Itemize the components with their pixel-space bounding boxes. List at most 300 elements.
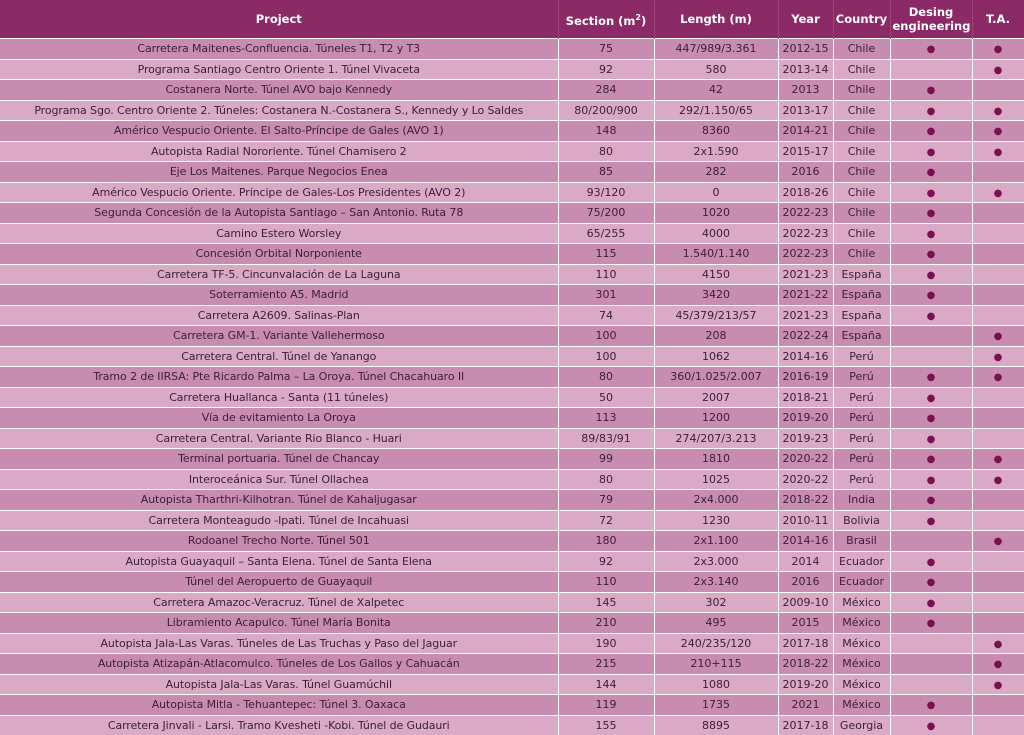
design-engineering-cell	[890, 633, 972, 654]
section-cell: 75	[558, 39, 654, 60]
table-row	[0, 80, 1024, 101]
project-cell: Interoceánica Sur. Túnel Ollachea	[0, 469, 558, 490]
ta-cell	[972, 633, 1024, 654]
ta-cell	[972, 100, 1024, 121]
ta-cell	[972, 654, 1024, 675]
ta-cell	[972, 490, 1024, 511]
section-cell: 80	[558, 469, 654, 490]
length-cell: 292/1.150/65	[654, 100, 778, 121]
project-cell: Eje Los Maitenes. Parque Negocios Enea	[0, 162, 558, 183]
ta-cell	[972, 244, 1024, 265]
length-cell: 210+115	[654, 654, 778, 675]
table-row	[0, 387, 1024, 408]
table-header-row	[0, 0, 1024, 39]
ta-cell	[972, 305, 1024, 326]
length-cell: 8360	[654, 121, 778, 142]
header-year: Year	[778, 0, 833, 39]
bullet-mark-icon: ●	[927, 372, 936, 383]
section-cell: 92	[558, 551, 654, 572]
table-row	[0, 428, 1024, 449]
project-cell: Carretera Central. Variante Rio Blanco - Huari	[0, 428, 558, 449]
country-cell: Chile	[833, 100, 890, 121]
length-cell: 2x3.140	[654, 572, 778, 593]
bullet-mark-icon: ●	[927, 475, 936, 486]
ta-cell	[972, 613, 1024, 634]
country-cell: Chile	[833, 203, 890, 224]
bullet-mark-icon: ●	[927, 557, 936, 568]
bullet-mark-icon: ●	[994, 188, 1003, 199]
design-engineering-cell	[890, 203, 972, 224]
bullet-mark-icon: ●	[927, 126, 936, 137]
country-cell: India	[833, 490, 890, 511]
section-cell: 80	[558, 141, 654, 162]
bullet-mark-icon: ●	[994, 106, 1003, 117]
section-cell: 119	[558, 695, 654, 716]
bullet-mark-icon: ●	[994, 352, 1003, 363]
design-engineering-cell	[890, 244, 972, 265]
bullet-mark-icon: ●	[994, 659, 1003, 670]
bullet-mark-icon: ●	[927, 147, 936, 158]
section-cell: 145	[558, 592, 654, 613]
ta-cell	[972, 203, 1024, 224]
country-cell: Georgia	[833, 715, 890, 735]
year-cell: 2018-22	[778, 490, 833, 511]
length-cell: 1020	[654, 203, 778, 224]
table-row	[0, 305, 1024, 326]
table-body	[0, 39, 1024, 735]
year-cell: 2017-18	[778, 633, 833, 654]
length-cell: 1200	[654, 408, 778, 429]
ta-cell	[972, 387, 1024, 408]
section-cell: 65/255	[558, 223, 654, 244]
length-cell: 2007	[654, 387, 778, 408]
project-cell: Rodoanel Trecho Norte. Túnel 501	[0, 531, 558, 552]
section-cell: 80	[558, 367, 654, 388]
project-cell: Carretera Amazoc-Veracruz. Túnel de Xalpetec	[0, 592, 558, 613]
project-cell: Carretera Central. Túnel de Yanango	[0, 346, 558, 367]
section-cell: 75/200	[558, 203, 654, 224]
design-engineering-cell	[890, 346, 972, 367]
table-row	[0, 715, 1024, 735]
project-cell: Soterramiento A5. Madrid	[0, 285, 558, 306]
section-cell: 72	[558, 510, 654, 531]
section-cell: 80/200/900	[558, 100, 654, 121]
year-cell: 2017-18	[778, 715, 833, 735]
bullet-mark-icon: ●	[927, 454, 936, 465]
length-cell: 1735	[654, 695, 778, 716]
design-engineering-cell	[890, 469, 972, 490]
section-cell: 210	[558, 613, 654, 634]
section-cell: 190	[558, 633, 654, 654]
year-cell: 2021-23	[778, 305, 833, 326]
country-cell: Chile	[833, 141, 890, 162]
country-cell: Ecuador	[833, 551, 890, 572]
header-design-engineering	[890, 0, 972, 39]
ta-cell	[972, 326, 1024, 347]
table-row	[0, 510, 1024, 531]
ta-cell	[972, 264, 1024, 285]
design-engineering-cell	[890, 285, 972, 306]
project-cell: Segunda Concesión de la Autopista Santiago – San Antonio. Ruta 78	[0, 203, 558, 224]
country-cell: España	[833, 264, 890, 285]
design-engineering-cell	[890, 531, 972, 552]
country-cell: Chile	[833, 182, 890, 203]
project-cell: Camino Estero Worsley	[0, 223, 558, 244]
bullet-mark-icon: ●	[927, 188, 936, 199]
table-row	[0, 613, 1024, 634]
section-cell: 50	[558, 387, 654, 408]
section-cell: 99	[558, 449, 654, 470]
country-cell: España	[833, 305, 890, 326]
country-cell: México	[833, 654, 890, 675]
design-engineering-cell	[890, 387, 972, 408]
ta-cell	[972, 449, 1024, 470]
year-cell: 2018-26	[778, 182, 833, 203]
year-cell: 2022-23	[778, 223, 833, 244]
design-engineering-cell	[890, 715, 972, 735]
year-cell: 2020-22	[778, 449, 833, 470]
length-cell: 1080	[654, 674, 778, 695]
bullet-mark-icon: ●	[927, 106, 936, 117]
header-section	[558, 0, 654, 39]
year-cell: 2009-10	[778, 592, 833, 613]
length-cell: 2x4.000	[654, 490, 778, 511]
length-cell: 1230	[654, 510, 778, 531]
project-cell: Vía de evitamiento La Oroya	[0, 408, 558, 429]
ta-cell	[972, 223, 1024, 244]
bullet-mark-icon: ●	[994, 680, 1003, 691]
bullet-mark-icon: ●	[927, 516, 936, 527]
ta-cell	[972, 715, 1024, 735]
project-cell: Autopista Atizapán-Atlacomulco. Túneles de Los Gallos y Cahuacán	[0, 654, 558, 675]
length-cell: 240/235/120	[654, 633, 778, 654]
section-cell: 110	[558, 572, 654, 593]
year-cell: 2015-17	[778, 141, 833, 162]
length-cell: 1810	[654, 449, 778, 470]
length-cell: 1062	[654, 346, 778, 367]
year-cell: 2014-21	[778, 121, 833, 142]
year-cell: 2019-20	[778, 408, 833, 429]
country-cell: México	[833, 633, 890, 654]
length-cell: 495	[654, 613, 778, 634]
length-cell: 282	[654, 162, 778, 183]
year-cell: 2010-11	[778, 510, 833, 531]
bullet-mark-icon: ●	[927, 495, 936, 506]
length-cell: 8895	[654, 715, 778, 735]
country-cell: México	[833, 613, 890, 634]
ta-cell	[972, 551, 1024, 572]
design-engineering-cell	[890, 428, 972, 449]
year-cell: 2014-16	[778, 531, 833, 552]
design-engineering-cell	[890, 305, 972, 326]
section-cell: 74	[558, 305, 654, 326]
bullet-mark-icon: ●	[994, 126, 1003, 137]
header-section-sup: 2	[635, 13, 641, 22]
bullet-mark-icon: ●	[927, 167, 936, 178]
bullet-mark-icon: ●	[927, 598, 936, 609]
year-cell: 2014-16	[778, 346, 833, 367]
bullet-mark-icon: ●	[927, 85, 936, 96]
ta-cell	[972, 592, 1024, 613]
length-cell: 42	[654, 80, 778, 101]
bullet-mark-icon: ●	[927, 721, 936, 732]
length-cell: 208	[654, 326, 778, 347]
section-cell: 93/120	[558, 182, 654, 203]
design-engineering-cell	[890, 100, 972, 121]
bullet-mark-icon: ●	[927, 229, 936, 240]
year-cell: 2014	[778, 551, 833, 572]
design-engineering-cell	[890, 490, 972, 511]
design-engineering-cell	[890, 510, 972, 531]
year-cell: 2013-17	[778, 100, 833, 121]
section-cell: 92	[558, 59, 654, 80]
table-row	[0, 39, 1024, 60]
section-cell: 100	[558, 346, 654, 367]
design-engineering-cell	[890, 572, 972, 593]
ta-cell	[972, 141, 1024, 162]
year-cell: 2021-22	[778, 285, 833, 306]
bullet-mark-icon: ●	[927, 434, 936, 445]
section-cell: 215	[558, 654, 654, 675]
length-cell: 580	[654, 59, 778, 80]
bullet-mark-icon: ●	[994, 372, 1003, 383]
bullet-mark-icon: ●	[927, 618, 936, 629]
table-row	[0, 59, 1024, 80]
design-engineering-cell	[890, 449, 972, 470]
design-engineering-cell	[890, 141, 972, 162]
section-cell: 144	[558, 674, 654, 695]
year-cell: 2016-19	[778, 367, 833, 388]
country-cell: Perú	[833, 449, 890, 470]
header-length: Length (m)	[654, 0, 778, 39]
header-section-label: Section (m	[566, 13, 636, 27]
bullet-mark-icon: ●	[927, 249, 936, 260]
year-cell: 2015	[778, 613, 833, 634]
country-cell: Perú	[833, 387, 890, 408]
project-cell: Américo Vespucio Oriente. El Salto-Príncipe de Gales (AVO 1)	[0, 121, 558, 142]
table-row	[0, 695, 1024, 716]
country-cell: Chile	[833, 244, 890, 265]
table-row	[0, 551, 1024, 572]
design-engineering-cell	[890, 264, 972, 285]
length-cell: 0	[654, 182, 778, 203]
table-row	[0, 264, 1024, 285]
country-cell: Perú	[833, 428, 890, 449]
table-row	[0, 285, 1024, 306]
bullet-mark-icon: ●	[994, 331, 1003, 342]
table-row	[0, 203, 1024, 224]
length-cell: 2x1.590	[654, 141, 778, 162]
section-cell: 155	[558, 715, 654, 735]
country-cell: Bolivia	[833, 510, 890, 531]
section-cell: 301	[558, 285, 654, 306]
table-row	[0, 449, 1024, 470]
table-row	[0, 490, 1024, 511]
year-cell: 2019-20	[778, 674, 833, 695]
project-cell: Carretera Maitenes-Confluencia. Túneles T1, T2 y T3	[0, 39, 558, 60]
length-cell: 2x3.000	[654, 551, 778, 572]
table-row	[0, 346, 1024, 367]
year-cell: 2021	[778, 695, 833, 716]
length-cell: 274/207/3.213	[654, 428, 778, 449]
ta-cell	[972, 428, 1024, 449]
table-row	[0, 633, 1024, 654]
header-ta: T.A.	[972, 0, 1024, 39]
ta-cell	[972, 367, 1024, 388]
year-cell: 2019-23	[778, 428, 833, 449]
year-cell: 2012-15	[778, 39, 833, 60]
bullet-mark-icon: ●	[994, 475, 1003, 486]
year-cell: 2016	[778, 572, 833, 593]
section-cell: 89/83/91	[558, 428, 654, 449]
bullet-mark-icon: ●	[994, 536, 1003, 547]
length-cell: 302	[654, 592, 778, 613]
design-engineering-cell	[890, 367, 972, 388]
year-cell: 2013	[778, 80, 833, 101]
design-engineering-cell	[890, 182, 972, 203]
ta-cell	[972, 182, 1024, 203]
design-engineering-cell	[890, 162, 972, 183]
header-design-line2: engineering	[893, 19, 971, 33]
project-cell: Libramiento Acapulco. Túnel María Bonita	[0, 613, 558, 634]
ta-cell	[972, 674, 1024, 695]
bullet-mark-icon: ●	[927, 577, 936, 588]
country-cell: México	[833, 592, 890, 613]
bullet-mark-icon: ●	[927, 290, 936, 301]
length-cell: 4150	[654, 264, 778, 285]
ta-cell	[972, 80, 1024, 101]
header-design-line1: Desing	[909, 5, 954, 19]
table-row	[0, 531, 1024, 552]
project-cell: Autopista Jala-Las Varas. Túneles de Las Truchas y Paso del Jaguar	[0, 633, 558, 654]
project-cell: Carretera Monteagudo -Ipati. Túnel de Incahuasi	[0, 510, 558, 531]
project-cell: Terminal portuaria. Túnel de Chancay	[0, 449, 558, 470]
year-cell: 2013-14	[778, 59, 833, 80]
ta-cell	[972, 285, 1024, 306]
design-engineering-cell	[890, 326, 972, 347]
project-cell: Autopista Radial Nororiente. Túnel Chamisero 2	[0, 141, 558, 162]
table-row	[0, 592, 1024, 613]
project-cell: Tramo 2 de IIRSA: Pte Ricardo Palma – La Oroya. Túnel Chacahuaro II	[0, 367, 558, 388]
ta-cell	[972, 510, 1024, 531]
table-row	[0, 469, 1024, 490]
length-cell: 1025	[654, 469, 778, 490]
project-cell: Costanera Norte. Túnel AVO bajo Kennedy	[0, 80, 558, 101]
bullet-mark-icon: ●	[927, 700, 936, 711]
country-cell: Chile	[833, 121, 890, 142]
bullet-mark-icon: ●	[994, 44, 1003, 55]
project-cell: Túnel del Aeropuerto de Guayaquil	[0, 572, 558, 593]
bullet-mark-icon: ●	[927, 413, 936, 424]
header-country: Country	[833, 0, 890, 39]
project-cell: Autopista Jala-Las Varas. Túnel Guamúchil	[0, 674, 558, 695]
design-engineering-cell	[890, 121, 972, 142]
country-cell: Perú	[833, 367, 890, 388]
length-cell: 45/379/213/57	[654, 305, 778, 326]
bullet-mark-icon: ●	[994, 65, 1003, 76]
section-cell: 85	[558, 162, 654, 183]
year-cell: 2022-24	[778, 326, 833, 347]
length-cell: 2x1.100	[654, 531, 778, 552]
bullet-mark-icon: ●	[927, 393, 936, 404]
country-cell: Perú	[833, 408, 890, 429]
year-cell: 2020-22	[778, 469, 833, 490]
ta-cell	[972, 408, 1024, 429]
country-cell: Chile	[833, 59, 890, 80]
ta-cell	[972, 572, 1024, 593]
project-cell: Concesión Orbital Norponiente	[0, 244, 558, 265]
section-cell: 110	[558, 264, 654, 285]
country-cell: Chile	[833, 80, 890, 101]
country-cell: España	[833, 326, 890, 347]
table-row	[0, 100, 1024, 121]
year-cell: 2022-23	[778, 244, 833, 265]
ta-cell	[972, 531, 1024, 552]
length-cell: 3420	[654, 285, 778, 306]
ta-cell	[972, 162, 1024, 183]
project-cell: Autopista Mitla - Tehuantepec: Túnel 3. Oaxaca	[0, 695, 558, 716]
project-cell: Autopista Tharthri-Kilhotran. Túnel de Kahaljugasar	[0, 490, 558, 511]
ta-cell	[972, 121, 1024, 142]
table-row	[0, 244, 1024, 265]
design-engineering-cell	[890, 613, 972, 634]
bullet-mark-icon: ●	[927, 270, 936, 281]
country-cell: España	[833, 285, 890, 306]
section-cell: 115	[558, 244, 654, 265]
year-cell: 2021-23	[778, 264, 833, 285]
bullet-mark-icon: ●	[927, 208, 936, 219]
header-project: Project	[0, 0, 558, 39]
project-cell: Carretera Jinvali - Larsi. Tramo Kvesheti -Kobi. Túnel de Gudauri	[0, 715, 558, 735]
section-cell: 79	[558, 490, 654, 511]
bullet-mark-icon: ●	[927, 311, 936, 322]
length-cell: 360/1.025/2.007	[654, 367, 778, 388]
table-row	[0, 162, 1024, 183]
design-engineering-cell	[890, 674, 972, 695]
bullet-mark-icon: ●	[994, 639, 1003, 650]
ta-cell	[972, 469, 1024, 490]
section-cell: 113	[558, 408, 654, 429]
design-engineering-cell	[890, 223, 972, 244]
section-cell: 100	[558, 326, 654, 347]
ta-cell	[972, 346, 1024, 367]
length-cell: 4000	[654, 223, 778, 244]
country-cell: Chile	[833, 39, 890, 60]
length-cell: 1.540/1.140	[654, 244, 778, 265]
length-cell: 447/989/3.361	[654, 39, 778, 60]
section-cell: 180	[558, 531, 654, 552]
bullet-mark-icon: ●	[994, 147, 1003, 158]
table-row	[0, 182, 1024, 203]
country-cell: Chile	[833, 162, 890, 183]
table-row	[0, 654, 1024, 675]
ta-cell	[972, 39, 1024, 60]
header-section-close: )	[641, 13, 646, 27]
bullet-mark-icon: ●	[927, 44, 936, 55]
country-cell: México	[833, 674, 890, 695]
bullet-mark-icon: ●	[994, 454, 1003, 465]
section-cell: 148	[558, 121, 654, 142]
table-row	[0, 141, 1024, 162]
year-cell: 2018-22	[778, 654, 833, 675]
design-engineering-cell	[890, 59, 972, 80]
table-row	[0, 674, 1024, 695]
design-engineering-cell	[890, 551, 972, 572]
project-cell: Programa Santiago Centro Oriente 1. Túnel Vivaceta	[0, 59, 558, 80]
country-cell: Chile	[833, 223, 890, 244]
design-engineering-cell	[890, 80, 972, 101]
table-row	[0, 121, 1024, 142]
